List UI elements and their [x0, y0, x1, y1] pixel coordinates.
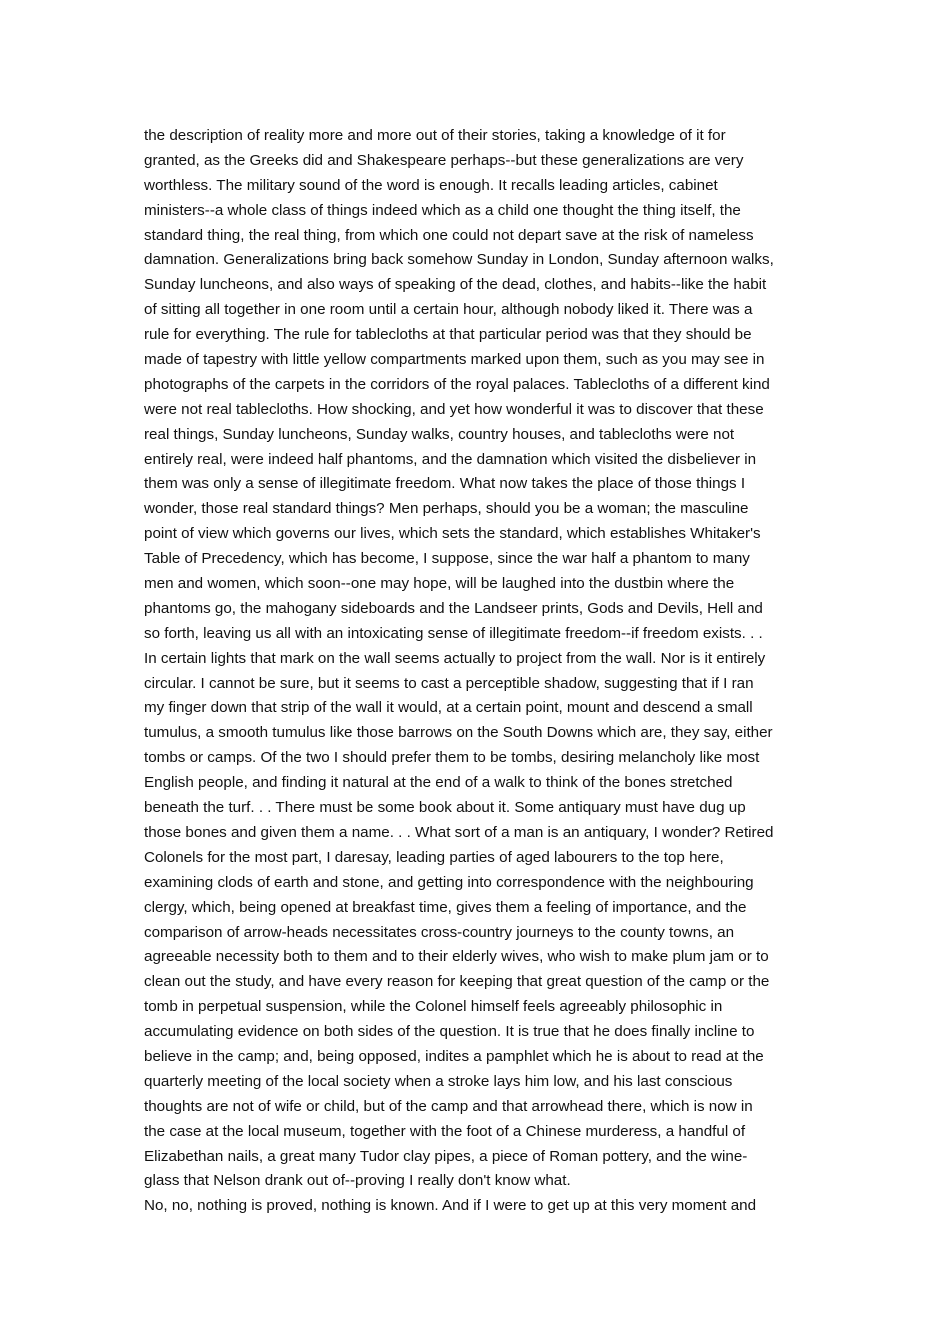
text-line: made of tapestry with little yellow compartments marked upon them, such as you may see in: [144, 351, 765, 369]
text-line: the case at the local museum, together with the foot of a Chinese murderess, a handful of: [144, 1122, 746, 1140]
text-line: Sunday luncheons, and also ways of speaking of the dead, clothes, and habits--like the habit: [144, 276, 767, 294]
text-line: clean out the study, and have every reason for keeping that great question of the camp or the: [144, 973, 770, 991]
text-line: tumulus, a smooth tumulus like those barrows on the South Downs which are, they say, either: [144, 724, 773, 742]
text-line: examining clods of earth and stone, and getting into correspondence with the neighbouring: [144, 873, 754, 891]
text-line: were not real tablecloths. How shocking, and yet how wonderful it was to discover that these: [144, 400, 764, 418]
text-line: phantoms go, the mahogany sideboards and the Landseer prints, Gods and Devils, Hell and: [144, 599, 763, 617]
text-line: circular. I cannot be sure, but it seems to cast a perceptible shadow, suggesting that if I ran: [144, 674, 754, 692]
text-line: point of view which governs our lives, which sets the standard, which establishes Whitaker's: [144, 525, 761, 543]
text-line: Elizabethan nails, a great many Tudor clay pipes, a piece of Roman pottery, and the wine-: [144, 1147, 748, 1165]
text-line: agreeable necessity both to them and to their elderly wives, who wish to make plum jam or to: [144, 948, 769, 966]
text-line: tombs or camps. Of the two I should prefer them to be tombs, desiring melancholy like most: [144, 749, 760, 767]
text-line: accumulating evidence on both sides of the question. It is true that he does finally incline to: [144, 1023, 755, 1041]
text-line: rule for everything. The rule for tablecloths at that particular period was that they should be: [144, 326, 752, 344]
text-line: Colonels for the most part, I daresay, leading parties of aged labourers to the top here,: [144, 848, 724, 866]
text-line: beneath the turf. . . There must be some book about it. Some antiquary must have dug up: [144, 799, 746, 817]
text-line: comparison of arrow-heads necessitates cross-country journeys to the county towns, an: [144, 923, 735, 941]
text-line: ministers--a whole class of things indeed which as a child one thought the thing itself, the: [144, 201, 741, 219]
text-line: of sitting all together in one room until a certain hour, although nobody liked it. There was a: [144, 301, 753, 319]
text-line: the description of reality more and more out of their stories, taking a knowledge of it for: [144, 127, 726, 144]
text-line: clergy, which, being opened at breakfast time, gives them a feeling of importance, and the: [144, 898, 747, 916]
text-line: those bones and given them a name. . . What sort of a man is an antiquary, I wonder? Retired: [144, 823, 774, 841]
text-line: them was only a sense of illegitimate freedom. What now takes the place of those things I: [144, 475, 746, 493]
text-line: believe in the camp; and, being opposed, indites a pamphlet which he is about to read at the: [144, 1047, 764, 1065]
text-line: No, no, nothing is proved, nothing is known. And if I were to get up at this very moment and: [144, 1197, 757, 1215]
text-line: real things, Sunday luncheons, Sunday walks, country houses, and tablecloths were not: [144, 425, 735, 443]
text-line: damnation. Generalizations bring back somehow Sunday in London, Sunday afternoon walks,: [144, 251, 774, 269]
text-line: men and women, which soon--one may hope, will be laughed into the dustbin where the: [144, 575, 735, 593]
text-line: tomb in perpetual suspension, while the Colonel himself feels agreeably philosophic in: [144, 998, 723, 1016]
text-line: so forth, leaving us all with an intoxicating sense of illegitimate freedom--if freedom exists. . .: [144, 624, 763, 642]
text-line: photographs of the carpets in the corridors of the royal palaces. Tablecloths of a different kind: [144, 375, 770, 393]
body-text: [144, 124, 824, 1219]
text-line: entirely real, were indeed half phantoms, and the damnation which visited the disbeliever in: [144, 450, 757, 468]
text-line: wonder, those real standard things? Men perhaps, should you be a woman; the masculine: [144, 500, 749, 518]
text-line: my finger down that strip of the wall it would, at a certain point, mount and descend a small: [144, 699, 753, 717]
text-line: thoughts are not of wife or child, but of the camp and that arrowhead there, which is now in: [144, 1097, 753, 1115]
text-line: worthless. The military sound of the word is enough. It recalls leading articles, cabinet: [144, 176, 718, 194]
text-line: standard thing, the real thing, from which one could not depart save at the risk of nameless: [144, 226, 754, 244]
text-line: In certain lights that mark on the wall seems actually to project from the wall. Nor is it entirely: [144, 649, 766, 667]
text-line: granted, as the Greeks did and Shakespeare perhaps--but these generalizations are very: [144, 151, 744, 169]
text-line: English people, and finding it natural at the end of a walk to think of the bones stretched: [144, 774, 733, 792]
text-line: glass that Nelson drank out of--proving I really don't know what.: [144, 1172, 571, 1190]
text-line: quarterly meeting of the local society when a stroke lays him low, and his last conscious: [144, 1072, 733, 1090]
text-line: Table of Precedency, which has become, I suppose, since the war half a phantom to many: [144, 550, 750, 568]
